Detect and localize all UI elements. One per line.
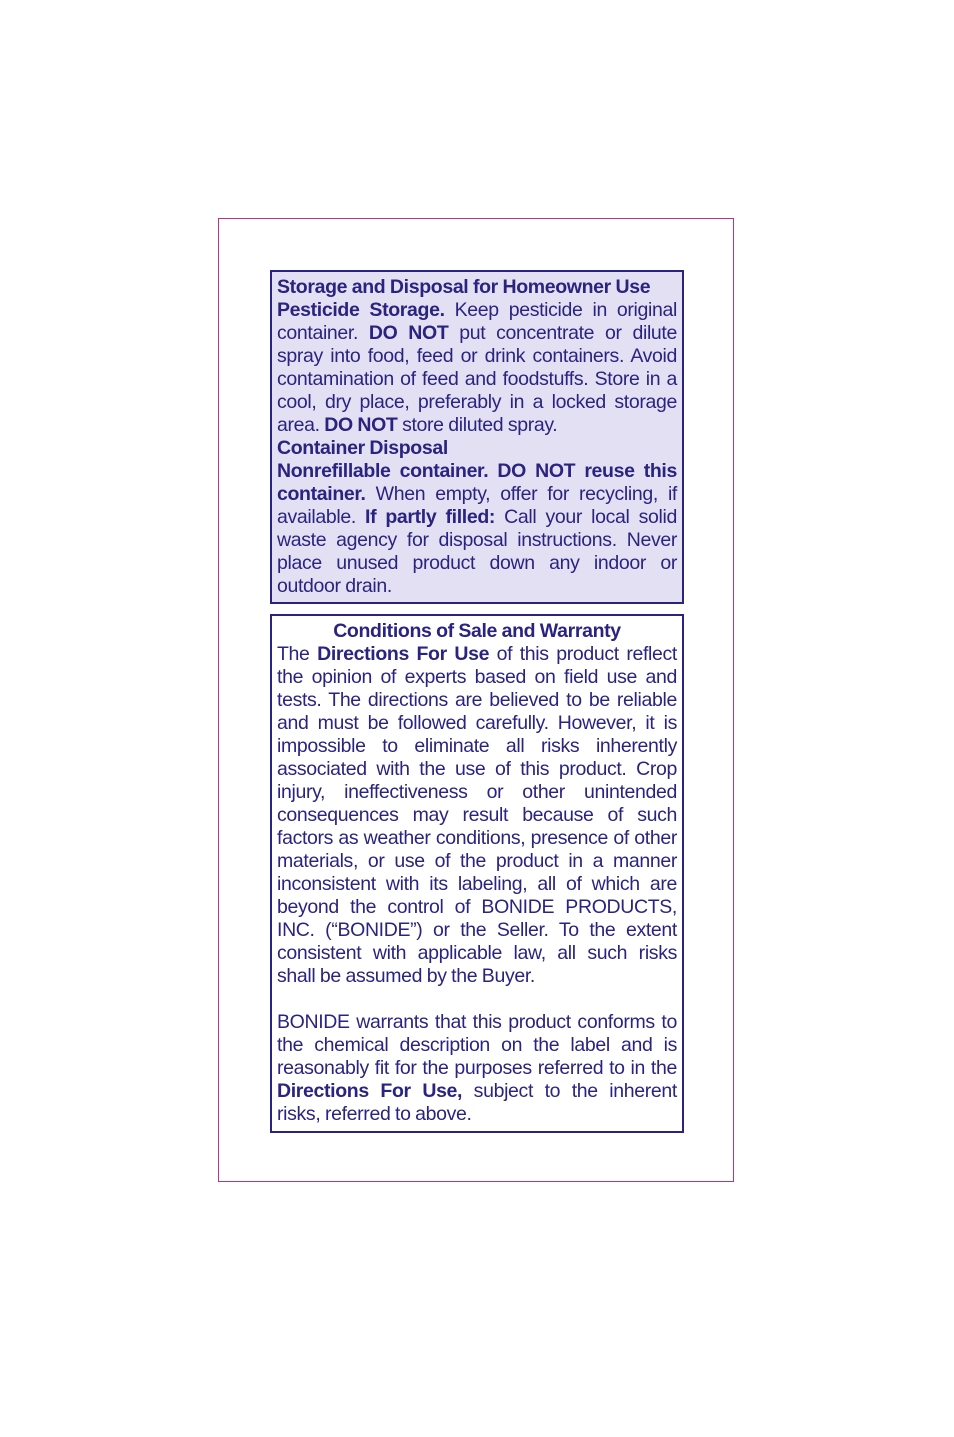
disposal-text-1: When empty, offer for recycling, if available. bbox=[277, 483, 677, 528]
container-disposal-title: Container Disposal bbox=[277, 437, 448, 459]
pesticide-storage-label: Pesticide Storage. bbox=[277, 299, 445, 321]
paragraph-gap bbox=[277, 988, 677, 1011]
warranty-p2-text-2: subject to the inherent risks, referred to above. bbox=[277, 1080, 677, 1125]
container-disposal-paragraph bbox=[277, 460, 677, 598]
storage-disposal-box bbox=[270, 270, 684, 604]
warranty-p2-text-1: BONIDE warrants that this product conforms to the chemical description on the label and is reasonably fit for the purposes referred to in the bbox=[277, 1011, 677, 1079]
warranty-title: Conditions of Sale and Warranty bbox=[333, 620, 621, 642]
disposal-text-2: Call your local solid waste agency for disposal instructions. Never place unused product down any indoor or outdoor drain. bbox=[277, 506, 677, 597]
nonrefillable-label: Nonrefillable container. DO NOT reuse this container. bbox=[277, 460, 677, 505]
do-not-emphasis: DO NOT bbox=[324, 414, 398, 436]
warranty-p1-text-1: The bbox=[277, 643, 318, 665]
directions-for-use-label: Directions For Use bbox=[317, 643, 490, 665]
partly-filled-label: If partly filled: bbox=[365, 506, 496, 528]
storage-title: Storage and Disposal for Homeowner Use bbox=[277, 276, 651, 298]
pesticide-storage-text-2: put concentrate or dilute spray into food, feed or drink containers. Avoid contamination of feed and foodstuffs. Store in a cool, dry place, preferably in a locked storage area. bbox=[277, 322, 677, 436]
pesticide-storage-text-1: Keep pesticide in original container. bbox=[277, 299, 677, 344]
do-not-emphasis: DO NOT bbox=[368, 322, 449, 344]
pesticide-storage-text-3: store diluted spray. bbox=[397, 414, 558, 436]
warranty-paragraph-2 bbox=[277, 1011, 677, 1126]
pesticide-storage-paragraph bbox=[277, 299, 677, 437]
conditions-warranty-box bbox=[270, 614, 684, 1133]
warranty-paragraph-1 bbox=[277, 643, 677, 988]
warranty-p1-text-2: of this product reflect the opinion of experts based on field use and tests. The directions are believed to be reliable and must be followed carefully. However, it is impossible to eliminate all risks inherently associated with the use of this product. Crop injury, ineffectiveness or other unintended consequences may result because of such factors as weather conditions, presence of other materials, or use of the product in a manner inconsistent with its labeling, all of which are beyond the control of BONIDE PRODUCTS, INC. (“BONIDE”) or the Seller. To the extent consistent with applicable law, all such risks shall be assumed by the Buyer. bbox=[277, 643, 677, 987]
directions-for-use-label: Directions For Use, bbox=[277, 1080, 463, 1102]
